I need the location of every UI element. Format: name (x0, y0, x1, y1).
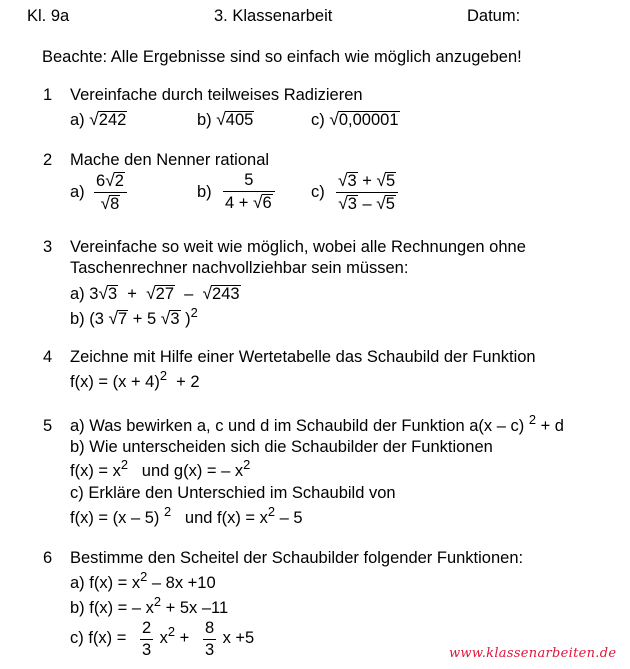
task-6-number: 6 (43, 549, 53, 567)
task-5a: a) Was bewirken a, c und d im Schaubild der Funktion a(x – c) $^2$ + d (70, 411, 564, 435)
task-5-number: 5 (43, 417, 53, 435)
task-2b-fraction: $\frac{5}{4 + √6}$ (223, 172, 275, 212)
task-6c-prefix: c) f(x) = (70, 629, 131, 647)
task-3b: b) (3 √7 + 5 √3 )$^2$ (70, 304, 198, 328)
task-2b-label: b) (197, 183, 212, 201)
task-6c-fraction-2: $\frac{8}{3}$ (205, 619, 215, 659)
task-4-number: 4 (43, 348, 53, 366)
task-1b: b) √405 (197, 109, 254, 129)
task-6c-fraction-1: $\frac{2}{3}$ (142, 619, 152, 659)
task-5c-functions: f(x) = (x – 5) $^2$ und $f(x) = x^2 - 5$ (70, 503, 303, 527)
task-3-text-line2: Taschenrechner nachvollziehbar sein müssen: (70, 259, 409, 277)
task-2-text: Mache den Nenner rational (70, 151, 270, 169)
task-5c: c) Erkläre den Unterschied im Schaubild von (70, 484, 396, 502)
task-6c-middle: $x^2$ + (155, 623, 194, 647)
task-6c-suffix: x +5 (218, 629, 255, 647)
task-4-function: $f(x) = (x + 4)^2 + 2$ (70, 367, 200, 391)
date-label: Datum: (467, 7, 521, 25)
exam-title: 3. Klassenarbeit (214, 7, 333, 25)
task-2-number: 2 (43, 151, 53, 169)
task-4-text: Zeichne mit Hilfe einer Wertetabelle das Schaubild der Funktion (70, 348, 536, 366)
task-3-number: 3 (43, 238, 53, 256)
task-5b: b) Wie unterscheiden sich die Schaubilder der Funktionen (70, 438, 493, 456)
task-1-number: 1 (43, 86, 53, 104)
task-6b: b) f(x) = – $x^2 + 5x$ –11 (70, 593, 229, 617)
website-footer: www.klassenarbeiten.de (449, 646, 617, 661)
task-5b-functions: $f(x) = x^2$ und g(x) = – $x^2$ (70, 456, 251, 480)
task-1a: a) √242 (70, 109, 127, 129)
task-2c-label: c) (311, 183, 325, 201)
grade-label: Kl. 9a (27, 7, 70, 25)
task-3-text-line1: Vereinfache so weit wie möglich, wobei alle Rechnungen ohne (70, 238, 526, 256)
task-6a: a) $f(x) = x^2 - 8x +10$ (70, 568, 216, 592)
task-2a-label: a) (70, 183, 85, 201)
task-3a: a) 3√3 + √27 – √243 (70, 283, 240, 303)
task-2c-fraction: $\frac{√3 + √5}{√3 - √5}$ (336, 172, 398, 214)
task-2a-fraction: $\frac{6√2}{√8}$ (94, 172, 127, 214)
instructions-note: Beachte: Alle Ergebnisse sind so einfach wie möglich anzugeben! (42, 48, 522, 66)
task-6-text: Bestimme den Scheitel der Schaubilder folgender Funktionen: (70, 549, 524, 567)
task-1-text: Vereinfache durch teilweises Radizieren (70, 86, 363, 104)
task-1c: c) √0,00001 (311, 109, 399, 129)
